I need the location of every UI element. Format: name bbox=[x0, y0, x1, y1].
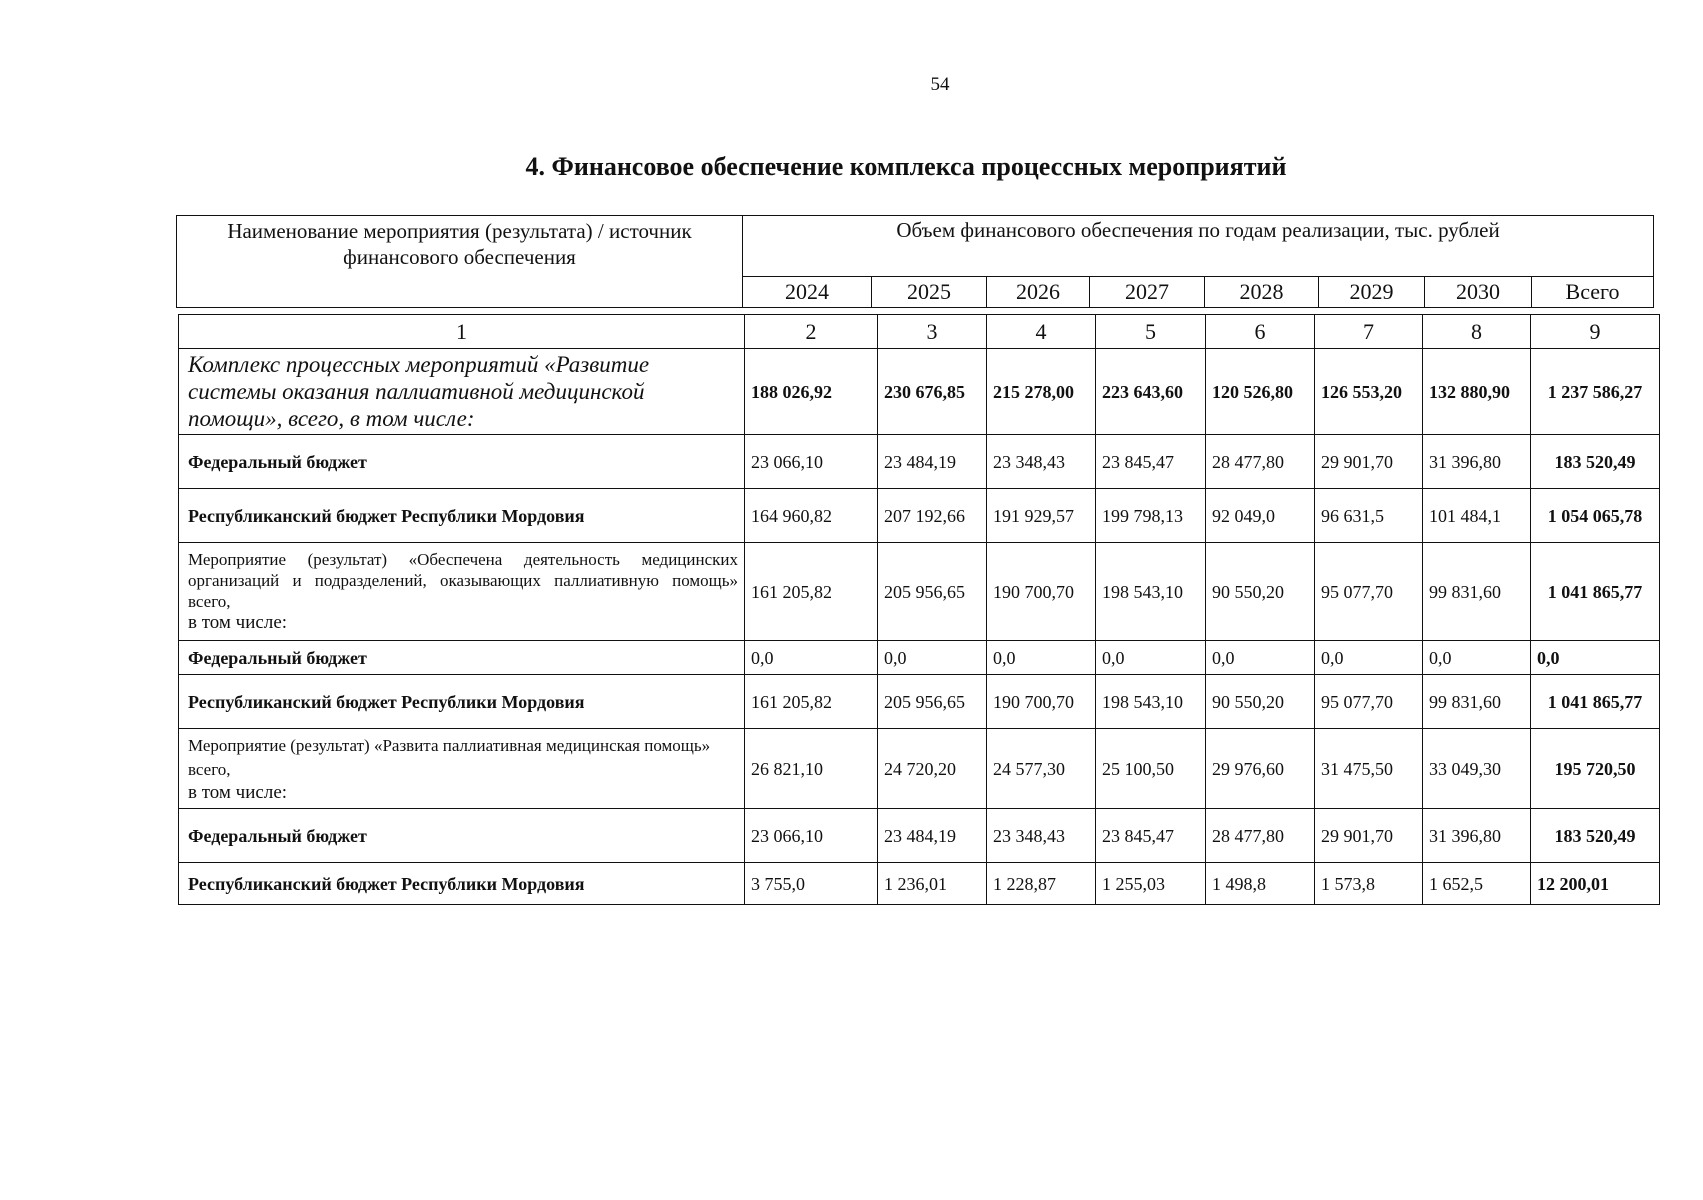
value-cell: 23 066,10 bbox=[745, 435, 878, 489]
value-cell: 191 929,57 bbox=[987, 489, 1096, 543]
value-cell: 31 396,80 bbox=[1423, 435, 1531, 489]
value-cell: 31 475,50 bbox=[1315, 729, 1423, 809]
year-header: 2030 bbox=[1425, 277, 1532, 308]
value-cell: 223 643,60 bbox=[1096, 349, 1206, 435]
column-number: 1 bbox=[179, 315, 745, 349]
value-cell: 215 278,00 bbox=[987, 349, 1096, 435]
table-row-activity bbox=[179, 543, 1660, 641]
total-cell: 12 200,01 bbox=[1531, 863, 1660, 905]
value-cell: 0,0 bbox=[1423, 641, 1531, 675]
value-cell: 126 553,20 bbox=[1315, 349, 1423, 435]
activity-label-text: Мероприятие (результат) «Обеспечена деятельность медицинских организаций и подразделений, оказывающих паллиативную помощь» всего, bbox=[188, 550, 738, 611]
table-row bbox=[179, 863, 1660, 905]
value-cell: 198 543,10 bbox=[1096, 543, 1206, 641]
document-title: 4. Финансовое обеспечение комплекса процессных мероприятий bbox=[525, 152, 1287, 181]
value-cell: 161 205,82 bbox=[745, 543, 878, 641]
value-cell: 23 066,10 bbox=[745, 809, 878, 863]
total-header: Всего bbox=[1532, 277, 1654, 308]
total-cell: 183 520,49 bbox=[1531, 435, 1660, 489]
column-number: 2 bbox=[745, 315, 878, 349]
row-label: Республиканский бюджет Республики Мордовия bbox=[179, 863, 745, 905]
row-label bbox=[179, 543, 745, 641]
name-column-header: Наименование мероприятия (результата) / источник финансового обеспечения bbox=[177, 216, 743, 308]
value-cell: 3 755,0 bbox=[745, 863, 878, 905]
total-cell: 1 041 865,77 bbox=[1531, 675, 1660, 729]
value-cell: 1 236,01 bbox=[878, 863, 987, 905]
value-cell: 132 880,90 bbox=[1423, 349, 1531, 435]
value-cell: 24 577,30 bbox=[987, 729, 1096, 809]
value-cell: 0,0 bbox=[987, 641, 1096, 675]
value-cell: 0,0 bbox=[1315, 641, 1423, 675]
value-cell: 23 484,19 bbox=[878, 809, 987, 863]
column-number: 5 bbox=[1096, 315, 1206, 349]
volume-column-header: Объем финансового обеспечения по годам реализации, тыс. рублей bbox=[743, 216, 1654, 277]
value-cell: 23 348,43 bbox=[987, 809, 1096, 863]
value-cell: 23 845,47 bbox=[1096, 435, 1206, 489]
column-number: 4 bbox=[987, 315, 1096, 349]
year-header: 2026 bbox=[987, 277, 1090, 308]
value-cell: 0,0 bbox=[1096, 641, 1206, 675]
table-row bbox=[179, 435, 1660, 489]
value-cell: 205 956,65 bbox=[878, 675, 987, 729]
value-cell: 28 477,80 bbox=[1206, 435, 1315, 489]
row-label: Федеральный бюджет bbox=[179, 641, 745, 675]
value-cell: 29 901,70 bbox=[1315, 435, 1423, 489]
row-label: Федеральный бюджет bbox=[179, 809, 745, 863]
total-cell: 1 237 586,27 bbox=[1531, 349, 1660, 435]
column-number: 3 bbox=[878, 315, 987, 349]
activity-label-suffix: в том числе: bbox=[188, 781, 288, 803]
value-cell: 24 720,20 bbox=[878, 729, 987, 809]
value-cell: 1 255,03 bbox=[1096, 863, 1206, 905]
year-header: 2029 bbox=[1319, 277, 1425, 308]
year-header: 2024 bbox=[743, 277, 872, 308]
row-label: Комплекс процессных мероприятий «Развитие системы оказания паллиативной медицинской помощи», всего, в том числе: bbox=[179, 349, 745, 435]
value-cell: 198 543,10 bbox=[1096, 675, 1206, 729]
value-cell: 23 348,43 bbox=[987, 435, 1096, 489]
table-row bbox=[179, 809, 1660, 863]
value-cell: 1 498,8 bbox=[1206, 863, 1315, 905]
page-number: 54 bbox=[930, 74, 950, 95]
value-cell: 0,0 bbox=[878, 641, 987, 675]
table-row bbox=[179, 489, 1660, 543]
value-cell: 95 077,70 bbox=[1315, 675, 1423, 729]
table-row bbox=[179, 675, 1660, 729]
column-number: 6 bbox=[1206, 315, 1315, 349]
year-header: 2028 bbox=[1205, 277, 1319, 308]
value-cell: 230 676,85 bbox=[878, 349, 987, 435]
value-cell: 29 901,70 bbox=[1315, 809, 1423, 863]
total-cell: 0,0 bbox=[1531, 641, 1660, 675]
value-cell: 23 845,47 bbox=[1096, 809, 1206, 863]
value-cell: 96 631,5 bbox=[1315, 489, 1423, 543]
year-header: 2025 bbox=[872, 277, 987, 308]
value-cell: 0,0 bbox=[1206, 641, 1315, 675]
value-cell: 92 049,0 bbox=[1206, 489, 1315, 543]
value-cell: 23 484,19 bbox=[878, 435, 987, 489]
value-cell: 31 396,80 bbox=[1423, 809, 1531, 863]
total-cell: 195 720,50 bbox=[1531, 729, 1660, 809]
total-cell: 1 041 865,77 bbox=[1531, 543, 1660, 641]
row-label: Федеральный бюджет bbox=[179, 435, 745, 489]
column-number: 9 bbox=[1531, 315, 1660, 349]
activity-label-suffix: в том числе: bbox=[188, 612, 288, 633]
value-cell: 190 700,70 bbox=[987, 675, 1096, 729]
total-cell: 183 520,49 bbox=[1531, 809, 1660, 863]
value-cell: 205 956,65 bbox=[878, 543, 987, 641]
value-cell: 33 049,30 bbox=[1423, 729, 1531, 809]
row-label: Республиканский бюджет Республики Мордовия bbox=[179, 489, 745, 543]
table-row bbox=[179, 641, 1660, 675]
value-cell: 188 026,92 bbox=[745, 349, 878, 435]
table-row-complex-total bbox=[179, 349, 1660, 435]
value-cell: 90 550,20 bbox=[1206, 675, 1315, 729]
value-cell: 29 976,60 bbox=[1206, 729, 1315, 809]
column-number: 8 bbox=[1423, 315, 1531, 349]
value-cell: 28 477,80 bbox=[1206, 809, 1315, 863]
column-number-row bbox=[179, 315, 1660, 349]
table-row-activity bbox=[179, 729, 1660, 809]
value-cell: 90 550,20 bbox=[1206, 543, 1315, 641]
year-header: 2027 bbox=[1090, 277, 1205, 308]
value-cell: 1 228,87 bbox=[987, 863, 1096, 905]
column-number: 7 bbox=[1315, 315, 1423, 349]
value-cell: 25 100,50 bbox=[1096, 729, 1206, 809]
value-cell: 164 960,82 bbox=[745, 489, 878, 543]
activity-label-text: Мероприятие (результат) «Развита паллиативная медицинская помощь» всего, bbox=[188, 735, 711, 779]
financing-table bbox=[178, 314, 1660, 905]
header-table bbox=[176, 215, 1654, 308]
value-cell: 101 484,1 bbox=[1423, 489, 1531, 543]
value-cell: 207 192,66 bbox=[878, 489, 987, 543]
value-cell: 1 652,5 bbox=[1423, 863, 1531, 905]
value-cell: 190 700,70 bbox=[987, 543, 1096, 641]
value-cell: 0,0 bbox=[745, 641, 878, 675]
value-cell: 26 821,10 bbox=[745, 729, 878, 809]
value-cell: 120 526,80 bbox=[1206, 349, 1315, 435]
value-cell: 99 831,60 bbox=[1423, 675, 1531, 729]
row-label bbox=[179, 729, 745, 809]
total-cell: 1 054 065,78 bbox=[1531, 489, 1660, 543]
value-cell: 199 798,13 bbox=[1096, 489, 1206, 543]
value-cell: 95 077,70 bbox=[1315, 543, 1423, 641]
value-cell: 99 831,60 bbox=[1423, 543, 1531, 641]
value-cell: 1 573,8 bbox=[1315, 863, 1423, 905]
row-label: Республиканский бюджет Республики Мордовия bbox=[179, 675, 745, 729]
value-cell: 161 205,82 bbox=[745, 675, 878, 729]
